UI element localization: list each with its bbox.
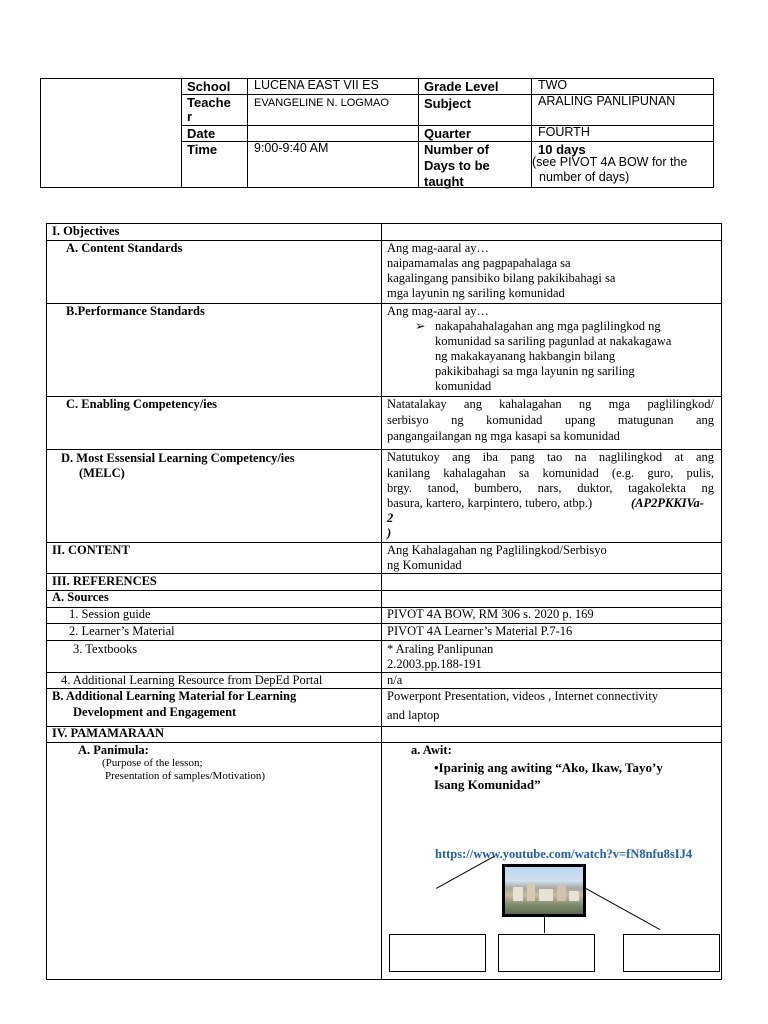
lesson-plan-table — [46, 223, 722, 980]
melc-line-2: kanilang kahalagahan sa komunidad (e.g. guro, pulis, — [387, 466, 714, 480]
additional-material-label-line-1: B. Additional Learning Material for Learning — [52, 689, 297, 703]
community-photo — [502, 864, 586, 917]
concept-map-box-left — [389, 934, 486, 972]
grade-level-label: Grade Level — [424, 79, 499, 94]
awit-line-1: •Iparinig ang awiting “Ako, Ikaw, Tayo’y — [434, 760, 663, 775]
time-label: Time — [187, 142, 218, 157]
sources-label: A. Sources — [52, 590, 109, 604]
grade-level-value: TWO — [538, 78, 568, 92]
textbooks-label: 3. Textbooks — [73, 642, 138, 656]
performance-line-2: komunidad sa sariling pagunlad at nakakagawa — [435, 334, 672, 348]
learners-material-label: 2. Learner’s Material — [69, 624, 175, 638]
days-label-line-2: Days to be — [424, 158, 490, 173]
content-heading: II. CONTENT — [52, 543, 130, 557]
connector-line-center — [544, 917, 545, 933]
panimula-note-line-1: (Purpose of the lesson; — [102, 757, 203, 769]
concept-map-box-right — [623, 934, 720, 972]
session-guide-label: 1. Session guide — [69, 607, 151, 621]
session-guide-value: PIVOT 4A BOW, RM 306 s. 2020 p. 169 — [387, 607, 594, 621]
content-standards-line-4: mga layunin ng sariling komunidad — [387, 286, 565, 300]
melc-label-line-2: (MELC) — [79, 466, 125, 480]
content-standards-line-2: naipamamalas ang pagpapahalaga sa — [387, 256, 571, 270]
enabling-line-1: Natatalakay ang kahalagahan ng mga paglilingkod/ — [387, 397, 714, 411]
days-value: 10 days — [538, 142, 586, 157]
content-standards-label: A. Content Standards — [66, 241, 183, 255]
youtube-link[interactable]: https://www.youtube.com/watch?v=fN8nfu8sIJ4 — [435, 847, 693, 861]
content-line-2: ng Komunidad — [387, 558, 462, 572]
days-note-line-1: (see PIVOT 4A BOW for the — [532, 155, 688, 169]
objectives-heading: I. Objectives — [52, 224, 120, 238]
melc-line-4: basura, kartero, karpintero, tubero, atbp.) — [387, 496, 593, 510]
additional-material-label-line-2: Development and Engagement — [73, 705, 237, 719]
awit-line-2: Isang Komunidad” — [434, 777, 541, 792]
performance-line-1: nakapahahalagahan ang mga paglilingkod ng — [435, 319, 661, 333]
additional-material-value-line-2: and laptop — [387, 708, 440, 722]
performance-intro: Ang mag-aaral ay… — [387, 304, 490, 318]
performance-line-3: ng makakayanang hakbangin bilang — [435, 349, 616, 363]
melc-code-close: ) — [387, 526, 392, 540]
melc-code: (AP2PKKIVa- — [631, 496, 704, 510]
melc-label-line-1: D. Most Essensial Learning Competency/ies — [61, 451, 295, 465]
enabling-line-3: pangangailangan ng mga kasapi sa komunidad — [387, 429, 620, 443]
panimula-note-line-2: Presentation of samples/Motivation) — [105, 770, 266, 782]
performance-line-4: pakikibahagi sa mga layunin ng sariling — [435, 364, 635, 378]
school-label: School — [187, 79, 231, 94]
additional-material-value-line-1: Powerpont Presentation, videos , Internet connectivity — [387, 689, 659, 703]
content-standards-line-3: kagalingang pansibiko bilang pakikibahagi sa — [387, 271, 616, 285]
melc-line-3: brgy. tanod, bumbero, nars, duktor, tagakolekta ng — [387, 481, 714, 495]
enabling-competency-label: C. Enabling Competency/ies — [66, 397, 218, 411]
days-label-line-3: taught — [424, 174, 464, 189]
concept-map-box-center — [498, 934, 595, 972]
performance-standards-label: B.Performance Standards — [66, 304, 205, 318]
panimula-label: A. Panimula: — [78, 743, 149, 757]
school-value: LUCENA EAST VII ES — [254, 78, 379, 92]
textbooks-value-line-1: * Araling Panlipunan — [387, 642, 494, 656]
quarter-label: Quarter — [424, 126, 471, 141]
teacher-value: EVANGELINE N. LOGMAO — [254, 97, 389, 109]
melc-code-wrap: 2 — [387, 511, 394, 525]
days-label-line-1: Number of — [424, 142, 489, 157]
time-value: 9:00-9:40 AM — [254, 141, 329, 155]
additional-resource-label: 4. Additional Learning Resource from DepEd Portal — [61, 673, 323, 687]
procedure-heading: IV. PAMAMARAAN — [52, 726, 165, 740]
content-standards-line-1: Ang mag-aaral ay… — [387, 241, 490, 255]
arrow-bullet-icon: ➢ — [415, 319, 426, 333]
enabling-line-2: serbisyo ng komunidad upang matugunan ang — [387, 413, 714, 427]
teacher-label: Teache — [187, 95, 231, 110]
subject-label: Subject — [424, 96, 471, 111]
lesson-header-table — [40, 78, 714, 188]
quarter-value: FOURTH — [538, 125, 590, 139]
subject-value: ARALING PANLIPUNAN — [538, 94, 676, 108]
content-line-1: Ang Kahalagahan ng Paglilingkod/Serbisyo — [387, 543, 607, 557]
performance-line-5: komunidad — [435, 379, 492, 393]
awit-label: a. Awit: — [411, 743, 452, 757]
connector-line-right — [586, 888, 661, 930]
date-label: Date — [187, 126, 216, 141]
melc-line-1: Natutukoy ang iba pang tao na naglilingkod at ang — [387, 450, 714, 464]
additional-resource-value: n/a — [387, 673, 403, 687]
textbooks-value-line-2: 2.2003.pp.188-191 — [387, 657, 482, 671]
days-note-line-2: number of days) — [539, 170, 630, 184]
references-heading: III. REFERENCES — [52, 574, 157, 588]
teacher-label-wrap: r — [187, 109, 193, 124]
learners-material-value: PIVOT 4A Learner’s Material P.7-16 — [387, 624, 573, 638]
